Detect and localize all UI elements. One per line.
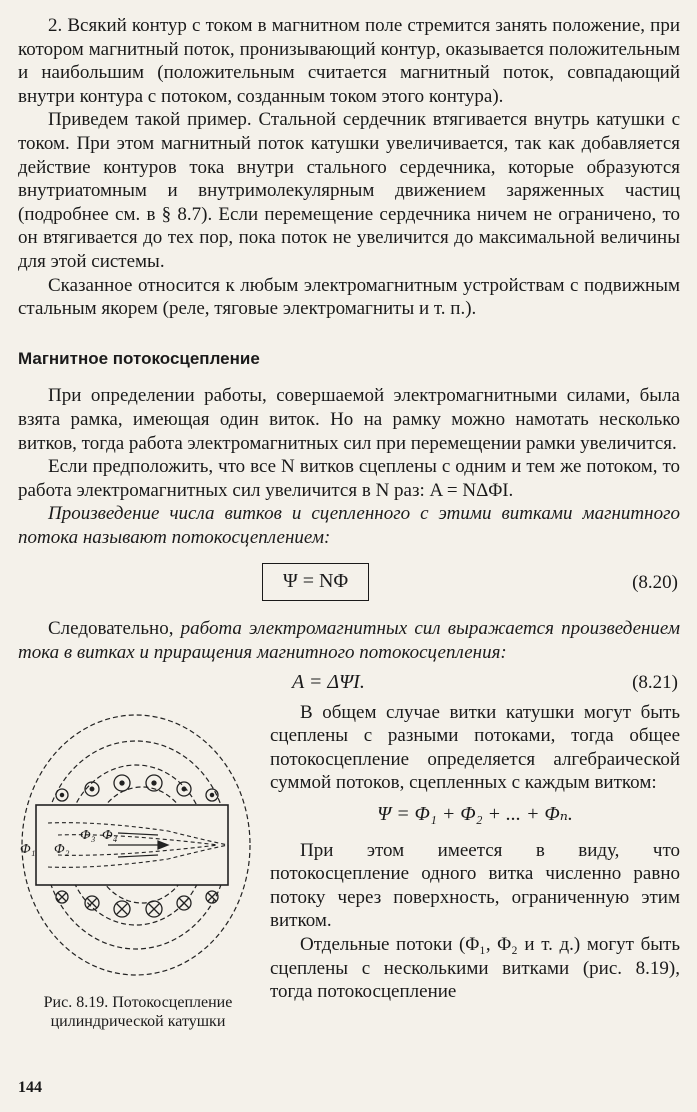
page-number: 144 [18, 1079, 42, 1096]
lower-section [18, 701, 680, 1051]
section-title: Магнитное потокосцепление [18, 348, 260, 368]
paragraph-3: Сказанное относится к любым электромагнитным устройствам с подвижным стальным якорем (реле, тяговые электромагниты и т. п.). [18, 274, 680, 320]
paragraph-10: Отдельные потоки (Φ₁, Φ₂ и т. д.) могут быть сцеплены с несколькими витками (рис. 8.19), тогда потокосцепление [270, 934, 680, 1003]
figure-8-19 [18, 703, 258, 1031]
definition-italic: Произведение числа витков и сцепленного с этими витками магнитного потока называют потокосцеплением: [18, 503, 680, 548]
sum-formula: Ψ = Φ₁ + Φ₂ + ... + Φₙ. [377, 803, 573, 826]
phi1-label: Φ₁ [20, 841, 36, 857]
formula-text: A = ΔΨI. [292, 670, 365, 693]
paragraph-7 [18, 617, 680, 664]
paragraph-1: 2. Всякий контур с током в магнитном поле стремится занять положение, при котором магнитный поток, пронизывающий контур, оказывается положительным и наибольшим (положительным считается магнитный поток, совпадающий внутри контура с потоком, созданным током этого контура). [18, 15, 680, 107]
page-body [18, 14, 680, 1051]
paragraph-8: В общем случае витки катушки могут быть сцеплены с разными потоками, тогда общее потокосцепление определяется алгебраической суммой потоков, сцепленных с каждым витком: [270, 701, 680, 794]
formula-8-21 [18, 669, 680, 699]
equation-number: (8.21) [632, 671, 678, 693]
paragraph-4: При определении работы, совершаемой электромагнитными силами, была взята рамка, имеющая один виток. Но на рамку можно намотать несколько витков, тогда работа электромагнитных сил при перемещении рамки увеличится. [18, 385, 680, 454]
phi3-label: Φ₃ [80, 827, 96, 843]
paragraph-5: Если предположить, что все N витков сцеплены с одним и тем же потоком, то работа электромагнитных сил увеличится в N раз: A = NΔΦI. [18, 456, 680, 501]
figure-caption: Рис. 8.19. Потокосцепление цилиндрической катушки [43, 993, 233, 1030]
coil-flux-diagram [18, 703, 258, 989]
formula-8-20 [18, 561, 680, 609]
right-column [270, 701, 680, 1004]
paragraph-9: При этом имеется в виду, что потокосцепление одного витка численно равно потоку через поверхность, ограниченную этим витком. [270, 839, 680, 932]
paragraph-7-italic: работа электромагнитных сил выражается произведением тока в витках и приращения магнитного потокосцепления: [18, 618, 681, 664]
phi2-label: Φ₂ [54, 841, 70, 857]
paragraph-7-lead: Следовательно, [48, 618, 181, 640]
boxed-formula: Ψ = NΦ [262, 563, 369, 601]
equation-number: (8.20) [632, 572, 678, 594]
paragraph-2: Приведем такой пример. Стальной сердечник втягивается внутрь катушки с током. При этом магнитный поток катушки увеличивается, так как добавляется действие контуров тока внутри стального сердечника, которые образуются внутриатомным и внутримолекулярным движением заряженных частиц (подробнее см. в § 8.7). Если перемещение сердечника ничем не ограничено, то он втягивается до тех пор, пока поток не увеличится до максимальной величины для этой системы. [18, 109, 680, 272]
phi4-label: Φ₄ [102, 827, 118, 843]
